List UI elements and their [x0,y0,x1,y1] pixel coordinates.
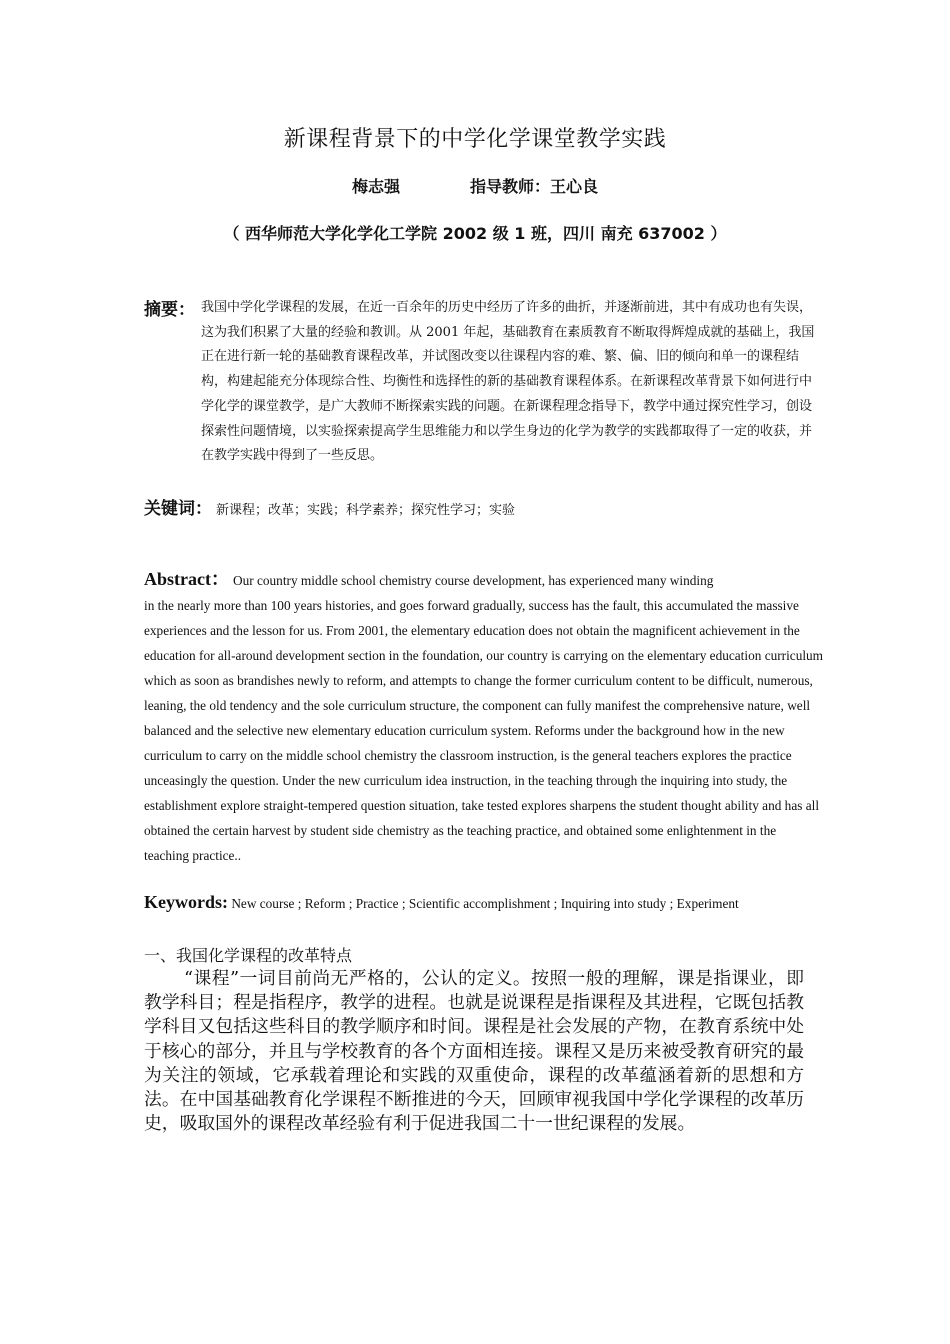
keywords-en-text: New course ; Reform ; Practice ; Scientific accomplishment ; Inquiring into study ; Experiment [231,896,739,911]
keywords-cn-label: 关键词： [144,499,212,519]
abstract-cn [144,295,824,469]
affiliation: （ 西华师范大学化学化工学院 2002 级 1 班，四川 南充 637002 ） [223,224,727,243]
abstract-en-text: in the nearly more than 100 years histories, and goes forward gradually, success has the fault, this accumulated the massive experiences and the lesson for us. From 2001, the elementary education does not obtain the magnificent achievement in the education for all-around development section in the foundation, our country is carrying on the elementary education curriculum which as soon as brandishes newly to reform, and attempts to change the former curriculum content to be difficult, numerous, leaning, the old tendency and the sole curriculum structure, the component can fully manifest the comprehensive nature, well balanced and the selective new elementary education curriculum system. Reforms under the background how in the new curriculum to carry on the middle school chemistry the classroom instruction, is the general teachers explores the practice unceasingly the question. Under the new curriculum idea instruction, in the teaching through the inquiring into study, the establishment explore straight-tempered question situation, take tested explores sharpens the student thought ability and has all obtained the certain harvest by student side chemistry as the teaching practice, and obtained some enlightenment in the teaching practice.. [144,598,824,863]
abstract-cn-text: 我国中学化学课程的发展，在近一百余年的历史中经历了许多的曲折，并逐渐前进，其中有成功也有失误，这为我们积累了大量的经验和教训。从 2001 年起，基础教育在素质教育不断取得辉煌成就的基础上，我国正在进行新一轮的基础教育课程改革，并试图改变以往课程内容的难、繁、偏、旧的倾向和单一的课程结构，构建起能充分体现综合性、均衡性和选择性的新的基础教育课程体系。在新课程改革背景下如何进行中学化学的课堂教学，是广大教师不断探索实践的问题。在新课程理念指导下，教学中通过探究性学习，创设探索性问题情境，以实验探索提高学生思维能力和以学生身边的化学为教学的实践都取得了一定的收获，并在教学实践中得到了一些反思。 [201,300,815,464]
advisor-name: 指导教师：王心良 [470,177,599,196]
keywords-en-label: Keywords: [144,892,228,912]
keywords-cn [144,494,824,519]
paper-title: 新课程背景下的中学化学课堂教学实践 [283,127,667,152]
author-line [0,174,950,197]
section-heading: 一、我国化学课程的改革特点 [144,946,353,965]
abstract-cn-label: 摘要： [144,300,195,320]
keywords-cn-text: 新课程；改革；实践；科学素养；探究性学习；实验 [216,503,516,518]
section-paragraph-text: “课程”一词目前尚无严格的，公认的定义。按照一般的理解，课是指课业，即教学科目；程是指程序，教学的进程。也就是说课程是指课程及其进程，它既包括教学科目又包括这些科目的教学顺序和时间。课程是社会发展的产物，在教育系统中处于核心的部分，并且与学校教育的各个方面相连接。课程又是历来被受教育研究的最为关注的领域，它承载着理论和实践的双重使命，课程的改革蕴涵着新的思想和方法。在中国基础教育化学课程不断推进的今天，回顾审视我国中学化学课程的改革历史，吸取国外的课程改革经验有利于促进我国二十一世纪课程的发展。 [144,968,804,1135]
section-paragraph [144,967,804,1136]
abstract-en-label: Abstract： [144,569,229,589]
author-name: 梅志强 [351,177,400,196]
abstract-en [144,567,824,868]
abstract-en-first-line: Our country middle school chemistry course development, has experienced many winding [232,573,714,588]
keywords-en [144,891,744,915]
